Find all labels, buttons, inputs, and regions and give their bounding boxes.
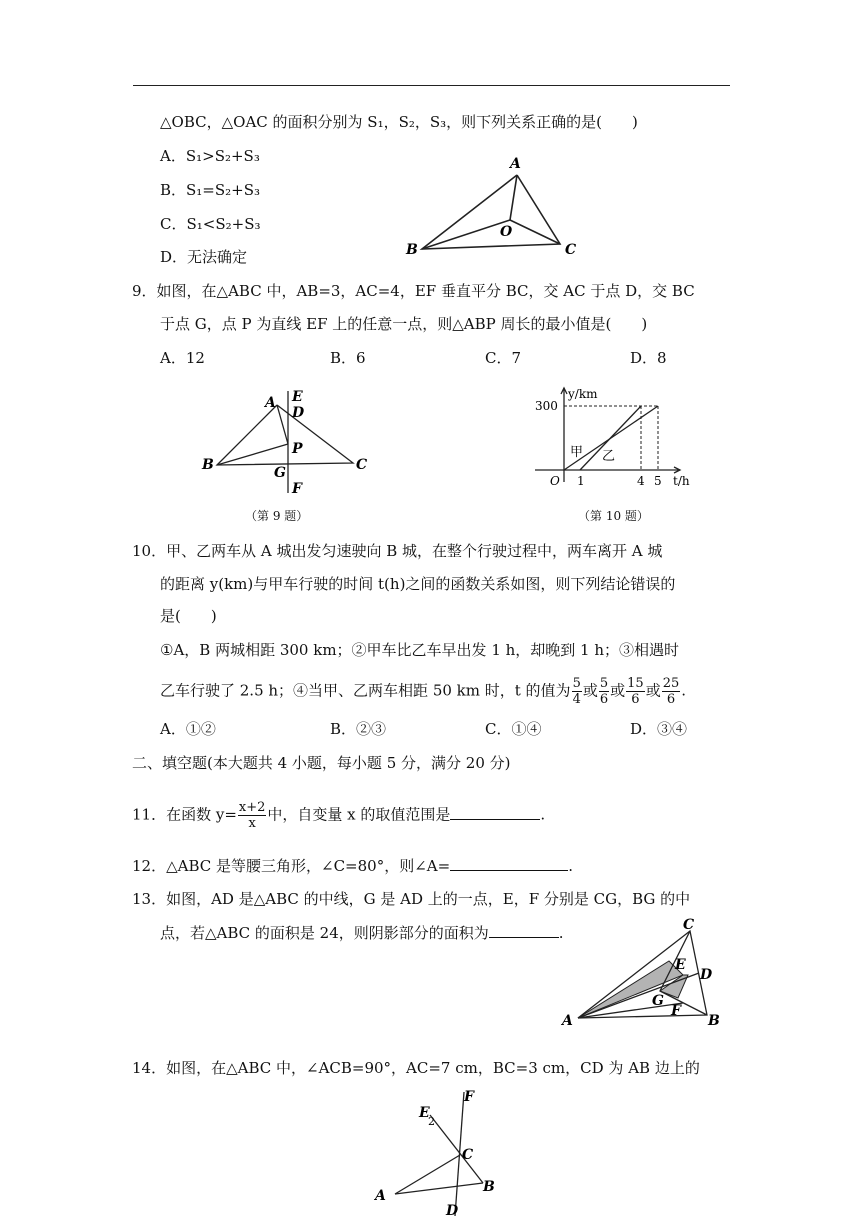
q10-option-d: D．③④ xyxy=(630,720,688,738)
q14-label-c: C xyxy=(462,1147,474,1163)
q8-stem: △OBC，△OAC 的面积分别为 S₁，S₂，S₃，则下列关系正确的是( ) xyxy=(160,113,638,131)
q10-period: . xyxy=(681,681,687,700)
q9-option-c: C．7 xyxy=(485,349,522,367)
q10-tick-300: 300 xyxy=(535,399,558,413)
header-rule xyxy=(133,85,730,86)
q14-label-a: A xyxy=(375,1188,386,1204)
q13-label-f: F xyxy=(671,1003,681,1019)
q8-label-c: C xyxy=(565,242,577,258)
q10-or: 或 xyxy=(610,681,626,700)
q8-figure xyxy=(400,150,590,260)
q8-option-a: A．S₁>S₂+S₃ xyxy=(160,147,260,165)
q10-fraction-1: $\frac{5}{4}$ xyxy=(572,676,581,707)
q11-text: 中，自变量 x 的取值范围是 xyxy=(267,805,451,824)
q9-label-f: F xyxy=(292,481,302,497)
q13-label-c: C xyxy=(683,917,695,933)
q9-caption: （第 9 题） xyxy=(245,509,309,523)
q11-fraction: $\frac{x+2}{x}$ xyxy=(238,800,266,831)
q14-label-f: F xyxy=(464,1089,474,1105)
q9-label-d: D xyxy=(292,405,305,421)
q10-fraction-3: $\frac{15}{6}$ xyxy=(627,676,644,707)
q14-line1: 14．如图，在△ABC 中，∠ACB=90°，AC=7 cm，BC=3 cm，CD 为 AB 边上的 xyxy=(132,1059,700,1077)
q10-line2: 的距离 y(km)与甲车行驶的时间 t(h)之间的函数关系如图，则下列结论错误的 xyxy=(160,575,676,593)
q13-label-e: E xyxy=(675,957,686,973)
q10-tick-5: 5 xyxy=(654,474,662,488)
q14-label-2: 2 xyxy=(428,1115,435,1128)
q14-segment-ac xyxy=(395,1155,460,1194)
q9-option-b: B．6 xyxy=(330,349,366,367)
q14-label-b: B xyxy=(483,1179,495,1195)
q11-prefix: 11．在函数 y= xyxy=(132,805,237,824)
q10-x-label: t/h xyxy=(673,474,690,488)
q13-label-g: G xyxy=(652,993,664,1009)
q10-line3: 是( ) xyxy=(160,607,217,625)
q10-option-c: C．①④ xyxy=(485,720,542,738)
q10-tick-4: 4 xyxy=(637,474,645,488)
q8-label-o: O xyxy=(500,224,513,240)
q9-label-b: B xyxy=(202,457,214,473)
section-fill-in-heading: 二、填空题(本大题共 4 小题，每小题 5 分，满分 20 分) xyxy=(132,754,511,772)
q10-y-label: y/km xyxy=(568,387,598,401)
q10-fraction-4: $\frac{25}{6}$ xyxy=(662,676,680,707)
q8-label-a: A xyxy=(510,156,521,172)
q10-line1: 10．甲、乙两车从 A 城出发匀速驶向 B 城，在整个行驶过程中，两车离开 A 城 xyxy=(132,542,663,560)
q10-origin: O xyxy=(550,474,560,488)
q9-label-p: P xyxy=(292,441,303,457)
q12-period: . xyxy=(568,857,573,875)
q14-label-d: D xyxy=(446,1203,459,1216)
q11-period: . xyxy=(540,805,546,824)
q13-segment-bg xyxy=(660,991,707,1015)
q11-answer-blank[interactable] xyxy=(450,805,540,820)
q8-label-b: B xyxy=(406,242,418,258)
q10-graph xyxy=(530,382,700,502)
q8-triangle xyxy=(422,175,560,249)
q9-label-g: G xyxy=(274,465,286,481)
q10-option-b: B．②③ xyxy=(330,720,387,738)
q9-figure xyxy=(200,385,380,500)
q14-figure xyxy=(370,1085,520,1216)
q9-label-a: A xyxy=(265,395,276,411)
q9-option-d: D．8 xyxy=(630,349,667,367)
q10-caption: （第 10 题） xyxy=(578,509,649,523)
q8-option-b: B．S₁=S₂+S₃ xyxy=(160,181,261,199)
q13-label-d: D xyxy=(700,967,713,983)
q10-tick-1: 1 xyxy=(577,474,585,488)
q8-option-d: D．无法确定 xyxy=(160,248,248,266)
q10-or: 或 xyxy=(582,681,598,700)
q9-line1: 9．如图，在△ABC 中，AB=3，AC=4，EF 垂直平分 BC，交 AC 于点 D，交 BC xyxy=(132,282,695,300)
q13-period: . xyxy=(558,924,564,942)
q9-label-c: C xyxy=(356,457,368,473)
q13-line1: 13．如图，AD 是△ABC 的中线，G 是 AD 上的一点，E，F 分别是 CG，BG 的中 xyxy=(132,890,691,908)
q10-fraction-2: $\frac{5}{6}$ xyxy=(599,676,609,707)
q8-segment-ao xyxy=(510,175,517,220)
q12-text: 12．△ABC 是等腰三角形，∠C=80°，则∠A= xyxy=(132,857,451,875)
q9-line2: 于点 G，点 P 为直线 EF 上的任意一点，则△ABP 周长的最小值是( ) xyxy=(160,315,648,333)
q12-answer-blank[interactable] xyxy=(450,856,568,871)
q10-label-jia: 甲 xyxy=(570,445,584,460)
q10-line5-text: 乙车行驶了 2.5 h；④当甲、乙两车相距 50 km 时，t 的值为 xyxy=(160,681,571,700)
q13-label-a: A xyxy=(562,1013,573,1029)
q14-label-e: E xyxy=(419,1105,430,1121)
q13-text: 点，若△ABC 的面积是 24，则阴影部分的面积为 xyxy=(160,924,489,942)
q13-line2 xyxy=(160,922,564,944)
q14-segment-ab xyxy=(395,1183,483,1194)
q10-line5 xyxy=(160,676,686,707)
q8-option-c: C．S₁<S₂+S₃ xyxy=(160,215,261,233)
q12-line xyxy=(132,855,573,877)
q13-answer-blank[interactable] xyxy=(489,923,559,938)
q9-segment-ap xyxy=(277,405,288,444)
q9-label-e: E xyxy=(292,389,303,405)
q13-label-b: B xyxy=(708,1013,720,1029)
q10-or: 或 xyxy=(645,681,661,700)
q10-line4: ①A，B 两城相距 300 km；②甲车比乙车早出发 1 h，却晚到 1 h；③相遇时 xyxy=(160,641,680,659)
q10-label-yi: 乙 xyxy=(602,449,616,464)
q10-option-a: A．①② xyxy=(160,720,216,738)
q9-option-a: A．12 xyxy=(160,349,205,367)
q14-line-ec xyxy=(430,1115,483,1183)
q13-figure xyxy=(560,915,740,1030)
q11-line xyxy=(132,800,545,831)
